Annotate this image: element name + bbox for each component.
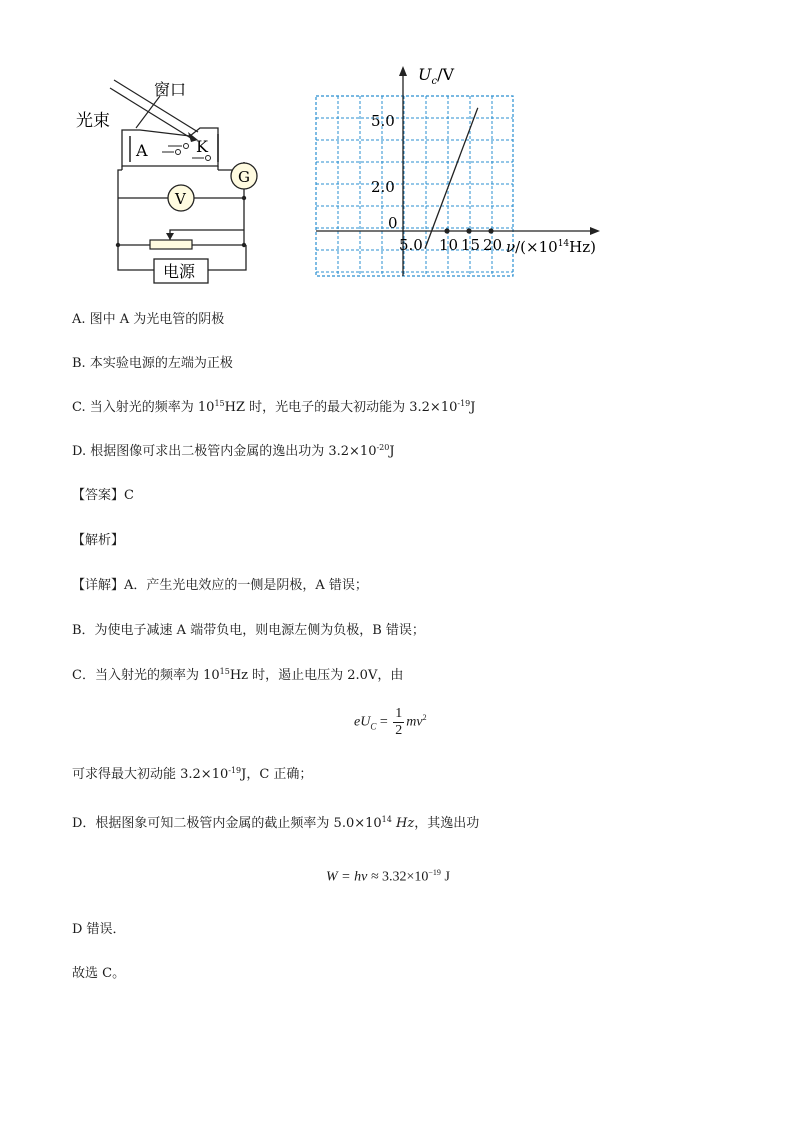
y-tick-label: 5.0	[371, 112, 395, 130]
equation-kinetic-energy: $eU_C$ = $\frac{1}{2}$ $mv^2$	[354, 706, 427, 738]
answer-value: C	[124, 488, 134, 503]
light-beam-label: 光束	[76, 111, 110, 131]
analysis-label: 【解析】	[72, 533, 125, 548]
answer-label: 【答案】	[72, 488, 125, 503]
rheostat-slider-wire	[170, 230, 244, 240]
detail-d: D．根据图象可知二极管内金属的截止频率为 $5.0\times 10^{14}$ Hz，其逸出功	[72, 815, 480, 831]
rheostat	[150, 240, 192, 249]
y-axis-arrow	[399, 66, 407, 76]
option-d: D. 根据图像可求出二极管内金属的逸出功为 $3.2\times 10^{-20}J$	[72, 443, 395, 459]
answer-line	[72, 487, 134, 505]
origin-label: 0	[388, 214, 398, 232]
axis-dot	[466, 228, 471, 233]
chart-marks	[371, 108, 502, 254]
photoelectric-circuit-diagram	[70, 70, 270, 285]
detail-a: 【详解】A．产生光电效应的一侧是阴极，A 错误；	[72, 578, 368, 593]
x-tick-label: 20	[483, 236, 503, 254]
window-label: 窗口	[154, 80, 187, 99]
detail-b: B．为使电子减速 A 端带负电，则电源左侧为负极，B 错误；	[72, 623, 425, 638]
voltmeter-label: V	[175, 190, 186, 208]
option-c: C. 当入射光的频率为 $10^{15}HZ$ 时，光电子的最大初动能为 $3.2\times 10^{-19}J$	[72, 399, 476, 415]
option-a: A. 图中 A 为光电管的阴极	[72, 312, 225, 327]
x-axis-arrow	[590, 227, 600, 235]
x-tick-label: 5.0	[399, 236, 423, 254]
detail-label: 【详解】	[72, 578, 125, 593]
detail-c: C．当入射光的频率为 $10^{15}Hz$ 时，遏止电压为 2.0V，由	[72, 667, 404, 683]
x-axis-label: $\nu/(\times 10^{14}Hz)$	[506, 238, 596, 256]
x-tick-label: 10	[439, 236, 459, 254]
y-tick-label: 2.0	[371, 178, 395, 196]
rheostat-slider-arrow	[166, 233, 174, 240]
electron-3	[206, 156, 211, 161]
galvanometer-label: G	[238, 168, 250, 186]
axis-dot	[444, 228, 449, 233]
y-axis-label: $U_c/V$	[418, 65, 455, 87]
electron-1	[184, 144, 189, 149]
stopping-voltage-frequency-chart	[300, 60, 630, 290]
equation-work-function: $W = h\nu \approx 3.32\times 10^{-19}$ J	[326, 868, 450, 885]
detail-c-result: 可求得最大初动能 $3.2\times 10^{-19}J$，C 正确；	[72, 766, 313, 782]
anode-label: A	[136, 141, 148, 160]
option-b: B. 本实验电源的左端为正极	[72, 356, 233, 371]
cathode-label: K	[196, 137, 208, 156]
electron-2	[176, 150, 181, 155]
final-conclusion: 故选 C。	[72, 966, 126, 981]
detail-d-conclusion: D 错误．	[72, 922, 126, 937]
x-tick-label: 15	[461, 236, 481, 254]
axis-dot	[488, 228, 493, 233]
power-supply-label: 电源	[163, 262, 196, 281]
